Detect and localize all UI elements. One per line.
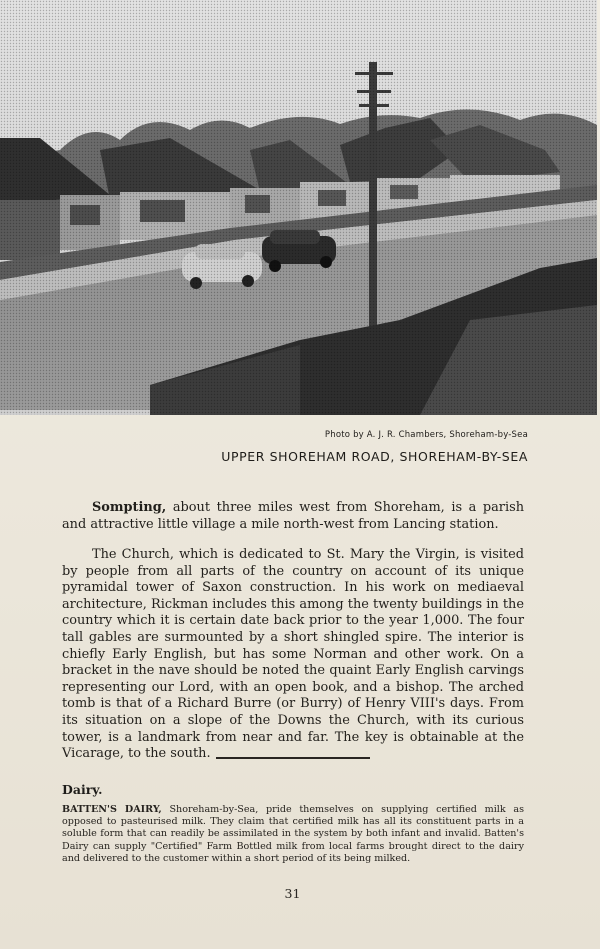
page-number: 31 xyxy=(284,886,301,901)
dairy-text: Shoreham-by-Sea, pride themselves on supplying certified milk as opposed to pasteurised milk. They claim that certified milk has all its constituent parts in a soluble form that can readily be assimilated in the system by both infant and invalid. Batten's Dairy can supply "Certified" Farm Bottled milk from local farms brought direct to the dairy and delivered to the customer within a short period of its being milked. xyxy=(62,804,524,864)
photo-credit: Photo by A. J. R. Chambers, Shoreham-by-Sea xyxy=(324,430,528,440)
sompting-lead: Sompting, xyxy=(92,500,167,515)
street-photograph xyxy=(0,0,597,415)
church-paragraph xyxy=(62,547,524,763)
dairy-heading: Dairy. xyxy=(62,782,103,797)
sompting-text: about three miles west from Shoreham, is a parish and attractive little village a mile north-west from Lancing station. xyxy=(62,500,524,532)
church-text: The Church, which is dedicated to St. Mary the Virgin, is visited by people from all parts of the country on account of its unique pyramidal tower of Saxon construction. In his work on mediaeval architecture, Rickman includes this among the twenty buildings in the country which it is certain date back prior to the year 1,000. The four tall gables are surmounted by a short shingled spire. The interior is chiefly Early English, but has some Norman and other work. On a bracket in the nave should be noted the quaint Early English carvings representing our Lord, with an open book, and a bishop. The arched tomb is that of a Richard Burre (or Burry) of Henry VIII's days. From its situation on a slope of the Downs the Church, with its curious tower, is a landmark from near and far. The key is obtainable at the Vicarage, to the south. xyxy=(62,547,524,762)
dairy-name: BATTEN'S DAIRY, xyxy=(62,804,162,815)
section-divider xyxy=(216,757,370,759)
dairy-paragraph xyxy=(62,804,524,865)
photo-caption-title: UPPER SHOREHAM ROAD, SHOREHAM-BY-SEA xyxy=(221,449,528,464)
photo-drawing xyxy=(0,0,597,415)
sompting-paragraph xyxy=(62,500,524,533)
